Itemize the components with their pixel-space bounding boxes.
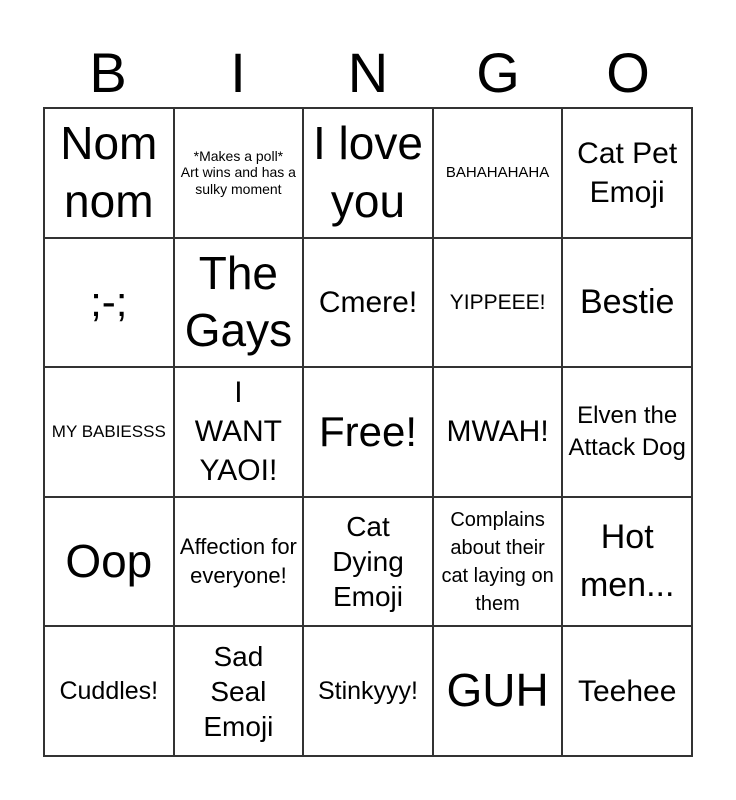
- bingo-cell[interactable]: [304, 239, 434, 369]
- bingo-cell[interactable]: [175, 368, 305, 498]
- bingo-cell[interactable]: [45, 368, 175, 498]
- cell-text: Sad Seal Emoji: [203, 640, 274, 742]
- bingo-cell[interactable]: [175, 109, 305, 239]
- header-letter-o: O: [606, 41, 650, 104]
- bingo-cell[interactable]: [45, 498, 175, 628]
- cell-text: Cat Pet Emoji: [577, 136, 678, 209]
- bingo-cell[interactable]: [434, 109, 564, 239]
- cell-text: Elven the Attack Dog: [568, 401, 686, 461]
- cell-text: Oop: [65, 534, 153, 587]
- bingo-cell[interactable]: [304, 498, 434, 628]
- header-letter-n: N: [347, 41, 389, 104]
- cell-text: *Makes a poll* Art wins and has a sulky moment: [180, 147, 296, 198]
- header-letter-i: I: [230, 41, 246, 104]
- bingo-cell[interactable]: [563, 239, 693, 369]
- bingo-cell[interactable]: [434, 239, 564, 369]
- cell-text: GUH: [446, 664, 549, 717]
- bingo-cell[interactable]: [175, 498, 305, 628]
- bingo-cell[interactable]: [304, 109, 434, 239]
- cell-text: ;-;: [90, 278, 128, 326]
- bingo-cell[interactable]: [563, 109, 693, 239]
- bingo-cell[interactable]: [434, 627, 564, 757]
- cell-text: Teehee: [577, 674, 677, 708]
- bingo-cell[interactable]: [434, 498, 564, 628]
- bingo-cell[interactable]: [175, 239, 305, 369]
- cell-text: YIPPEEE!: [449, 290, 546, 314]
- bingo-cell[interactable]: [45, 627, 175, 757]
- bingo-cell[interactable]: [175, 627, 305, 757]
- cell-text: Hot men...: [579, 518, 675, 604]
- bingo-cell[interactable]: [563, 498, 693, 628]
- cell-text: Free!: [318, 407, 417, 455]
- cell-text: MY BABIESSS: [51, 421, 166, 441]
- header-letter-b: B: [89, 41, 127, 104]
- bingo-board: [43, 107, 693, 757]
- bingo-cell[interactable]: [304, 627, 434, 757]
- cell-text: Nom nom: [60, 117, 158, 227]
- cell-text: I love you: [313, 117, 423, 227]
- bingo-header: [43, 40, 693, 106]
- cell-text: Affection for everyone!: [179, 534, 297, 588]
- cell-text: Cat Dying Emoji: [332, 511, 404, 613]
- bingo-cell[interactable]: [45, 239, 175, 369]
- bingo-cell[interactable]: [45, 109, 175, 239]
- bingo-cell[interactable]: [563, 368, 693, 498]
- cell-text: Bestie: [579, 282, 675, 321]
- cell-text: The Gays: [184, 246, 293, 357]
- cell-text: Complains about their cat laying on them: [441, 508, 554, 615]
- bingo-cell[interactable]: [563, 627, 693, 757]
- cell-text: Cuddles!: [59, 676, 159, 705]
- cell-text: I WANT YAOI!: [194, 376, 282, 488]
- cell-text: MWAH!: [446, 415, 549, 449]
- header-letter-g: G: [476, 41, 520, 104]
- bingo-cell[interactable]: [434, 368, 564, 498]
- bingo-cell[interactable]: [304, 368, 434, 498]
- cell-text: Cmere!: [318, 285, 418, 319]
- cell-text: BAHAHAHAHA: [445, 163, 550, 181]
- cell-text: Stinkyyy!: [317, 676, 418, 705]
